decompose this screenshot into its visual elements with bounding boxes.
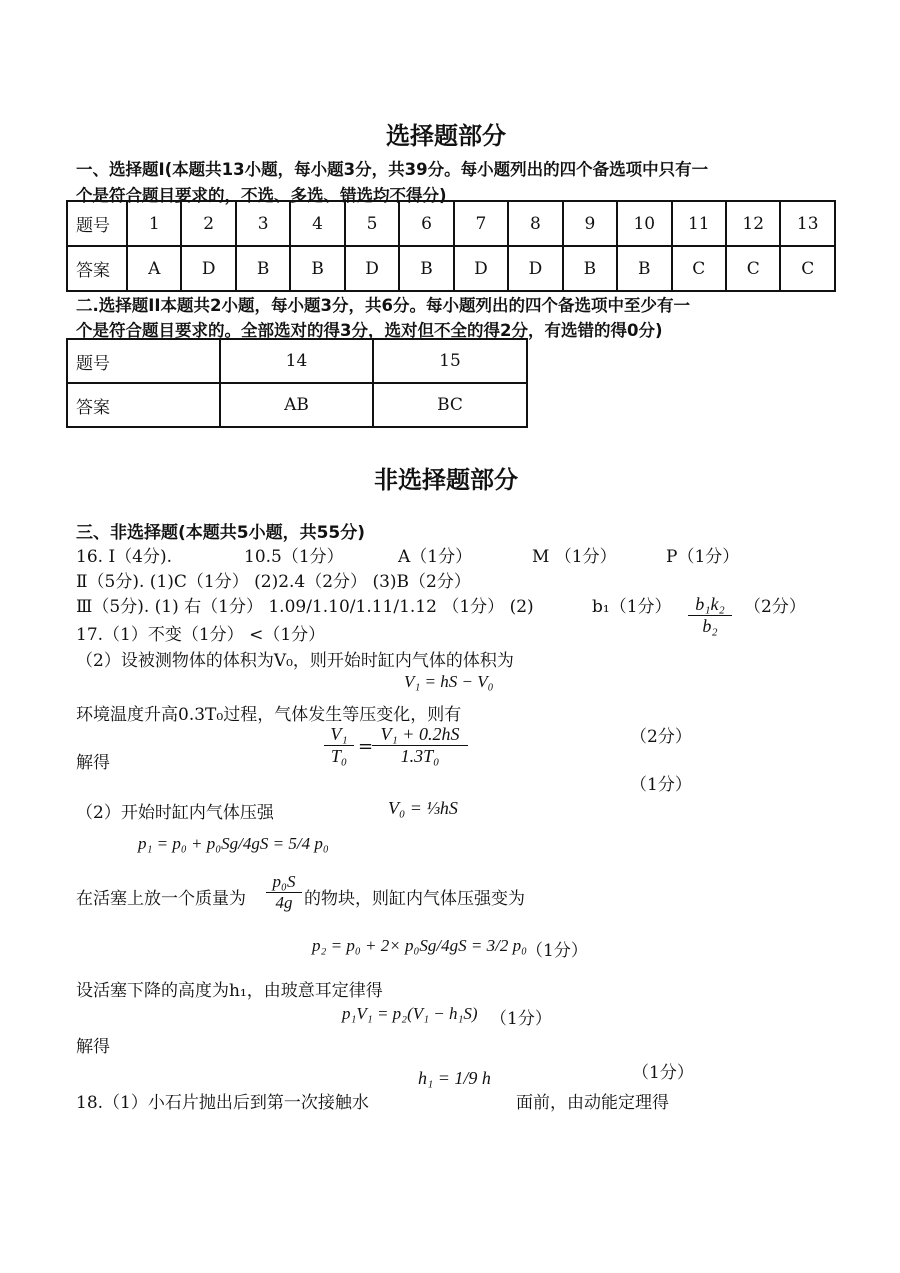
table-row-numbers: [67, 201, 835, 246]
section-title-choice: 选择题部分: [386, 122, 506, 150]
q17-eq6-score: （1分）: [490, 1009, 552, 1029]
q16-line1-part2: 10.5（1分）: [244, 547, 344, 567]
cell-number: 6: [399, 201, 453, 246]
q16-fraction-denominator: b₂: [688, 615, 732, 637]
q18-line-b: 面前，由动能定理得: [516, 1093, 669, 1113]
q16-line1-part4: M （1分）: [532, 547, 617, 567]
cell-number: 14: [220, 339, 373, 383]
part1-heading-line2: 个是符合题目要求的，不选、多选、错选均不得分): [76, 186, 447, 205]
q17-mass-frac-den: 4g: [266, 892, 302, 913]
cell-number: 5: [345, 201, 399, 246]
cell-number: 13: [780, 201, 835, 246]
cell-answer: B: [563, 246, 617, 291]
q16-line3: Ⅲ（5分). (1) 右（1分） 1.09/1.10/1.11/1.12 （1分） (2): [76, 597, 534, 617]
q16-fraction-numerator: b₁k₂: [695, 594, 725, 614]
part3-heading: 三、非选择题(本题共5小题，共55分): [76, 523, 366, 543]
section-title-nonchoice: 非选择题部分: [374, 466, 518, 494]
cell-number: 15: [373, 339, 527, 383]
part1-answer-table: [66, 200, 836, 292]
q17-mass-fraction: [266, 872, 302, 913]
cell-answer: D: [508, 246, 562, 291]
q17-solve1: 解得: [76, 753, 110, 773]
row-label-answer: 答案: [67, 383, 220, 427]
table-row-answers: [67, 246, 835, 291]
q16-line1-part3: A（1分）: [398, 547, 473, 567]
cell-answer: A: [127, 246, 181, 291]
row-label-number: 题号: [67, 339, 220, 383]
q17-score-1a: （1分）: [630, 775, 692, 795]
q17-eq2-rhs-num: V₁ + 0.2hS: [380, 724, 460, 744]
q17-mass-line-b: 的物块，则缸内气体压强变为: [304, 889, 525, 909]
q17-mass-line-a: 在活塞上放一个质量为: [76, 889, 246, 909]
part2-answer-table: [66, 338, 528, 428]
q16-line3-score: （2分）: [744, 597, 806, 617]
q17-score-1b: （1分）: [632, 1063, 694, 1083]
q17-eq4: p₁ = p₀ + p₀Sg/4gS = 5/4 p₀: [138, 834, 329, 853]
q17-eq5: p₂ = p₀ + 2× p₀Sg/4gS = 3/2 p₀: [312, 936, 527, 955]
q16-line1-part1: 16. Ⅰ（4分).: [76, 547, 173, 567]
cell-number: 3: [236, 201, 290, 246]
cell-number: 2: [181, 201, 235, 246]
cell-number: 11: [672, 201, 726, 246]
part1-heading-line1: 一、选择题Ⅰ(本题共13小题，每小题3分，共39分。每小题列出的四个备选项中只有一: [76, 160, 709, 179]
cell-answer: D: [345, 246, 399, 291]
cell-answer: B: [236, 246, 290, 291]
cell-answer: B: [617, 246, 671, 291]
row-label-answer: 答案: [67, 246, 127, 291]
q17-eq2-lhs: [324, 724, 354, 767]
cell-answer: B: [290, 246, 344, 291]
q16-fraction: [688, 594, 732, 637]
q17-eq2-lhs-num: V₁: [330, 724, 348, 744]
q16-line3-b1: b₁（1分）: [592, 597, 672, 617]
table-row-answers: [67, 383, 527, 427]
row-label-number: 题号: [67, 201, 127, 246]
q17-eq6: p₁V₁ = p₂(V₁ − h₁S): [342, 1004, 478, 1023]
cell-answer: B: [399, 246, 453, 291]
q17-eq7: h₁ = 1/9 h: [418, 1068, 491, 1088]
q16-line1-part5: P（1分）: [666, 547, 740, 567]
q17-drop-line: 设活塞下降的高度为h₁，由玻意耳定律得: [76, 981, 383, 1001]
cell-answer: BC: [373, 383, 527, 427]
q17-eq5-score: （1分）: [526, 941, 588, 961]
q17-pressure-line: （2）开始时缸内气体压强: [76, 803, 274, 823]
q16-line2: Ⅱ（5分). (1)C（1分） (2)2.4（2分） (3)B（2分）: [76, 572, 471, 592]
cell-number: 4: [290, 201, 344, 246]
cell-number: 9: [563, 201, 617, 246]
q17-eq1: V₁ = hS − V₀: [404, 672, 494, 691]
q17-eq2-rhs: [372, 724, 468, 767]
cell-answer: D: [454, 246, 508, 291]
cell-answer: C: [726, 246, 780, 291]
part2-heading-line2: 个是符合题目要求的。全部选对的得3分，选对但不全的得2分，有选错的得0分): [76, 321, 663, 340]
part2-heading-line1: 二.选择题II本题共2小题，每小题3分，共6分。每小题列出的四个备选项中至少有一: [76, 296, 690, 315]
table-row-numbers: [67, 339, 527, 383]
q17-eq2-rhs-den: 1.3T₀: [372, 745, 468, 767]
q18-line-a: 18.（1）小石片抛出后到第一次接触水: [76, 1093, 369, 1113]
q17-score-2: （2分）: [630, 727, 692, 747]
cell-answer: AB: [220, 383, 373, 427]
q17-eq2-lhs-den: T₀: [324, 745, 354, 767]
cell-number: 10: [617, 201, 671, 246]
q17-mass-frac-num: p₀S: [272, 872, 296, 891]
cell-number: 1: [127, 201, 181, 246]
q17-line3: 环境温度升高0.3T₀过程，气体发生等压变化，则有: [76, 705, 462, 725]
q17-line1: 17.（1）不变（1分） <（1分）: [76, 625, 326, 645]
q17-solve2: 解得: [76, 1037, 110, 1057]
cell-number: 7: [454, 201, 508, 246]
q17-eq3: V₀ = ⅓hS: [388, 798, 458, 818]
q17-line2: （2）设被测物体的体积为V₀，则开始时缸内气体的体积为: [76, 651, 514, 671]
cell-number: 12: [726, 201, 780, 246]
cell-answer: D: [181, 246, 235, 291]
cell-number: 8: [508, 201, 562, 246]
cell-answer: C: [780, 246, 835, 291]
cell-answer: C: [672, 246, 726, 291]
q17-eq2-equals: =: [358, 736, 374, 757]
